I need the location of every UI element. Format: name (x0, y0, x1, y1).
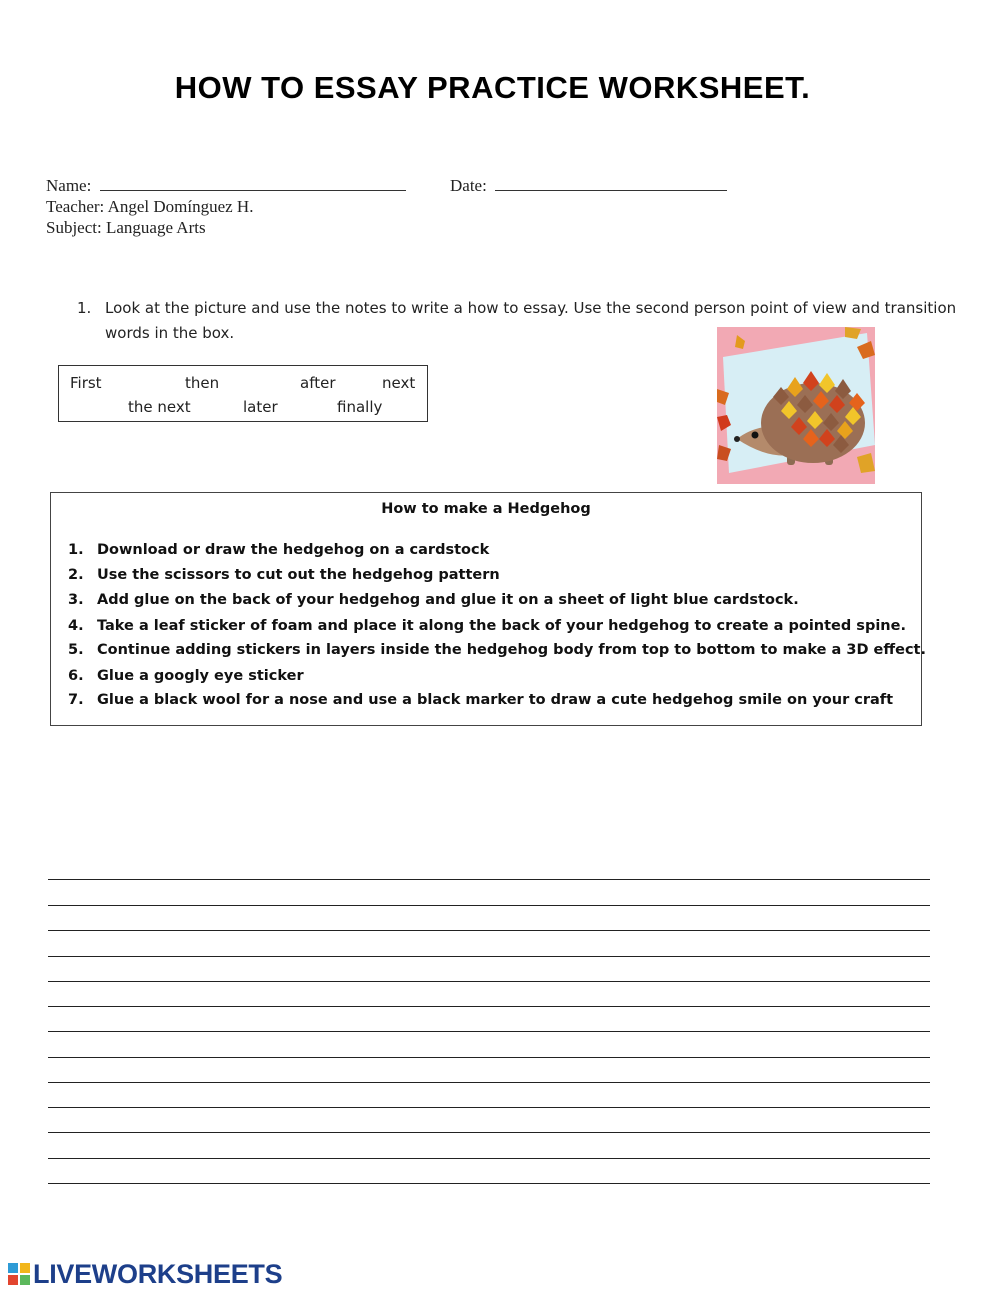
step-number: 2. (68, 567, 84, 583)
step-text: Add glue on the back of your hedgehog and glue it on a sheet of light blue cardstock. (97, 592, 799, 608)
word-next: next (382, 374, 416, 392)
writing-line[interactable] (48, 1183, 930, 1184)
writing-line[interactable] (48, 1082, 930, 1083)
step-number: 5. (68, 642, 84, 658)
step-text: Glue a googly eye sticker (97, 668, 304, 684)
logo-text: LIVEWORKSHEETS (33, 1258, 283, 1289)
liveworksheets-logo (8, 1260, 282, 1288)
writing-line[interactable] (48, 1031, 930, 1032)
hedgehog-craft-image (717, 327, 875, 484)
step-item-4 (68, 618, 906, 634)
word-later: later (243, 398, 278, 416)
date-field-row (450, 176, 727, 196)
teacher-line: Teacher: Angel Domínguez H. (46, 197, 254, 216)
step-text: Use the scissors to cut out the hedgehog pattern (97, 567, 500, 583)
step-number: 4. (68, 618, 84, 634)
date-label: Date: (450, 176, 487, 195)
step-item-1 (68, 542, 489, 558)
word-first: First (70, 374, 102, 392)
writing-line[interactable] (48, 1107, 930, 1108)
step-number: 3. (68, 592, 84, 608)
writing-line[interactable] (48, 1158, 930, 1159)
instruction-line-1: Look at the picture and use the notes to write a how to essay. Use the second person point of view and transition (105, 299, 957, 317)
step-number: 6. (68, 668, 84, 684)
instruction-line-2: words in the box. (105, 324, 235, 342)
name-label: Name: (46, 176, 92, 195)
transition-words-box (58, 365, 428, 422)
step-item-6 (68, 668, 304, 684)
writing-line[interactable] (48, 879, 930, 880)
step-number: 7. (68, 692, 84, 708)
liveworksheets-logo-icon (8, 1263, 30, 1285)
step-item-5 (68, 642, 926, 658)
writing-line[interactable] (48, 1057, 930, 1058)
word-finally: finally (337, 398, 383, 416)
writing-line[interactable] (48, 905, 930, 906)
step-text: Take a leaf sticker of foam and place it along the back of your hedgehog to create a pointed spine. (97, 618, 906, 634)
step-item-2 (68, 567, 500, 583)
step-text: Download or draw the hedgehog on a cardstock (97, 542, 490, 558)
writing-line[interactable] (48, 956, 930, 957)
subject-line: Subject: Language Arts (46, 218, 206, 237)
word-the-next: the next (128, 398, 191, 416)
word-then: then (185, 374, 220, 392)
writing-line[interactable] (48, 981, 930, 982)
name-field-row (46, 176, 406, 196)
name-blank[interactable] (100, 176, 406, 191)
instruction-number: 1. (77, 299, 92, 317)
steps-title: How to make a Hedgehog (381, 501, 591, 517)
page-title: HOW TO ESSAY PRACTICE WORKSHEET. (174, 70, 811, 105)
writing-line[interactable] (48, 930, 930, 931)
writing-line[interactable] (48, 1006, 930, 1007)
hedgehog-steps-box (50, 492, 926, 726)
date-blank[interactable] (495, 176, 727, 191)
step-number: 1. (68, 542, 84, 558)
step-item-3 (68, 592, 799, 608)
step-text: Continue adding stickers in layers inside the hedgehog body from top to bottom to make a 3D effect. (97, 642, 926, 658)
step-text: Glue a black wool for a nose and use a black marker to draw a cute hedgehog smile on your craft (97, 692, 894, 708)
writing-line[interactable] (48, 1132, 930, 1133)
word-after: after (300, 374, 336, 392)
step-item-7 (68, 692, 893, 708)
